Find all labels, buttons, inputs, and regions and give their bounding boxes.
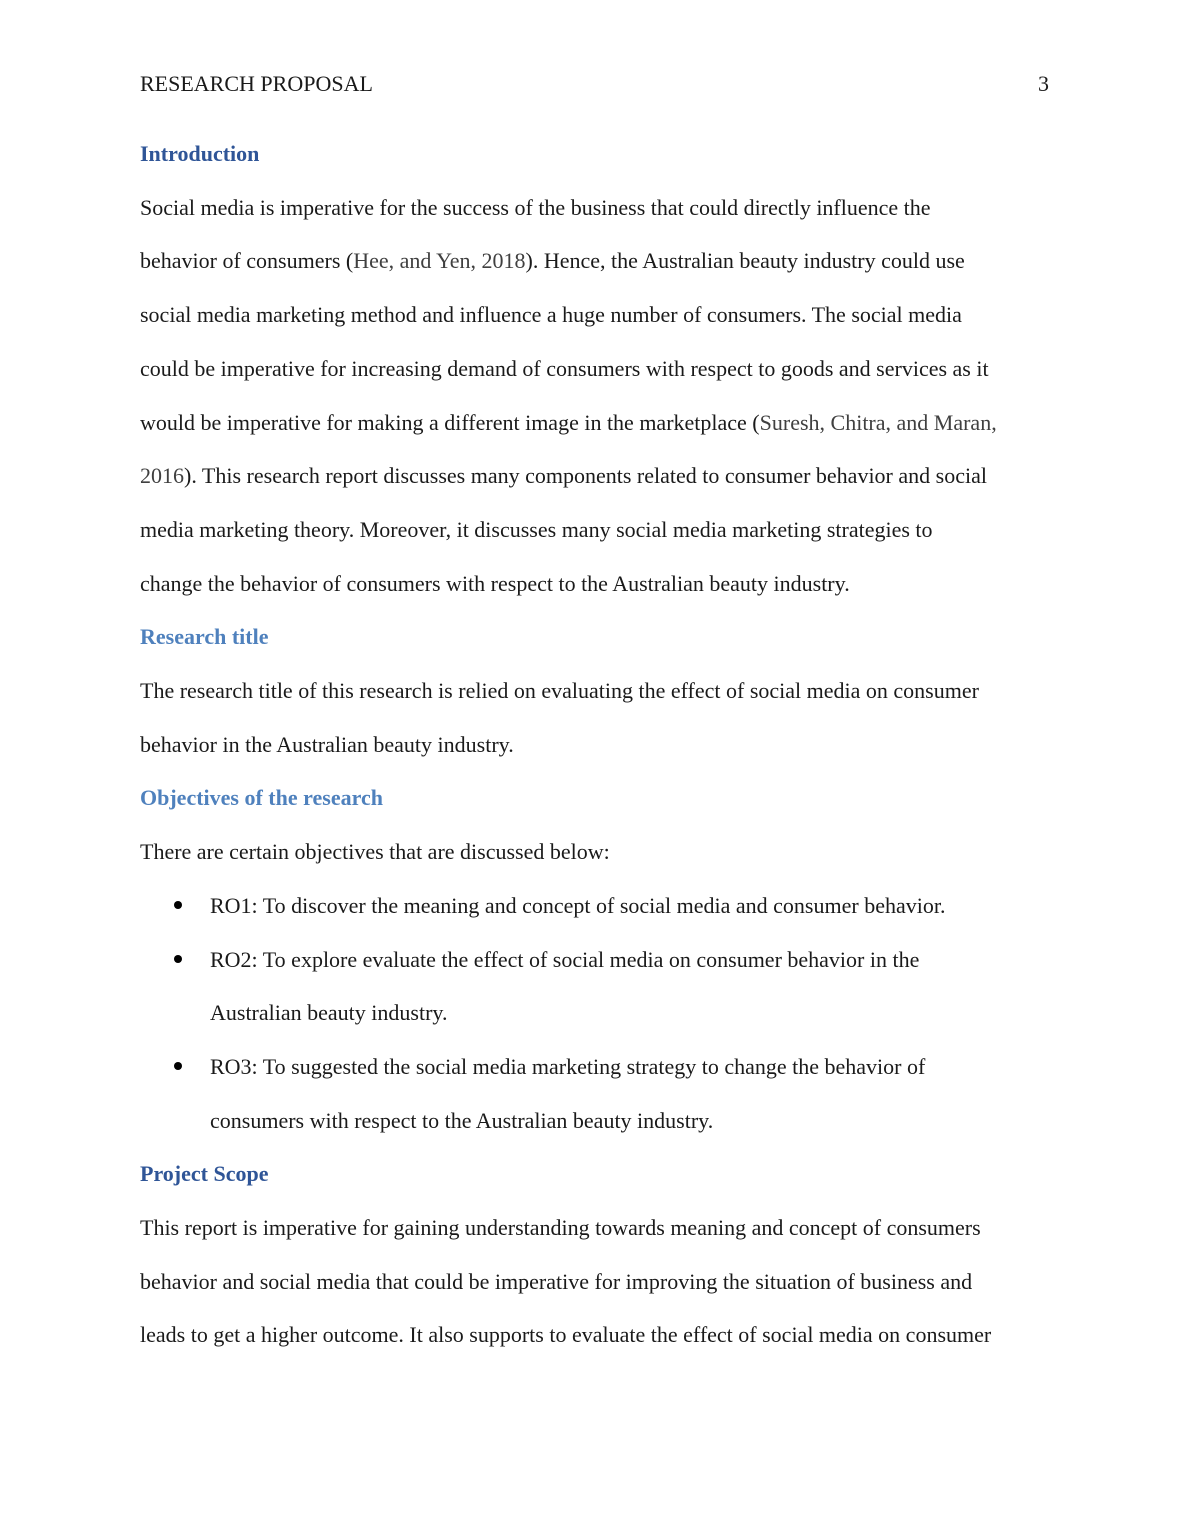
text-line: leads to get a higher outcome. It also supports to evaluate the effect of social media on consumer: [140, 1322, 992, 1348]
text-run: ). This research report discusses many components related to consumer behavior and social: [184, 463, 987, 489]
objective-item: [140, 1040, 1052, 1147]
objectives-intro: [140, 825, 1052, 879]
research-title-paragraph: [140, 664, 1052, 771]
text-run: ). Hence, the Australian beauty industry could use: [525, 248, 965, 274]
text-line: RO1: To discover the meaning and concept of social media and consumer behavior.: [210, 892, 946, 918]
text-line: [140, 342, 1052, 396]
citation: Suresh, Chitra, and Maran,: [759, 409, 997, 435]
text-line: behavior and social media that could be imperative for improving the situation of business and: [140, 1268, 973, 1294]
text-line: This report is imperative for gaining understanding towards meaning and concept of consumers: [140, 1215, 981, 1241]
introduction-heading: Introduction: [140, 141, 260, 166]
introduction-paragraph: [140, 181, 1052, 611]
text-run: social media marketing method and influence a huge number of consumers. The social media: [140, 302, 962, 328]
objective-item: [140, 879, 1052, 933]
text-line: RO2: To explore evaluate the effect of social media on consumer behavior in the: [210, 946, 920, 972]
text-line: consumers with respect to the Australian beauty industry.: [210, 1107, 714, 1133]
page-number: 3: [1038, 71, 1049, 96]
citation: Hee, and Yen, 2018: [353, 248, 526, 274]
objectives-list: [140, 879, 1052, 1148]
text-line: [140, 288, 1052, 342]
bullet-icon: [174, 901, 182, 909]
text-line: [140, 181, 1052, 235]
text-line: The research title of this research is relied on evaluating the effect of social media on consumer: [140, 678, 979, 704]
project-scope-heading: Project Scope: [140, 1161, 269, 1187]
text-line: [140, 396, 1052, 450]
page-header: [140, 70, 1049, 100]
text-run: would be imperative for making a different image in the marketplace (: [140, 409, 760, 435]
body-content: [140, 127, 1052, 1362]
bullet-icon: [174, 1062, 182, 1070]
text-line: Australian beauty industry.: [210, 1000, 448, 1026]
text-line: [140, 557, 1052, 611]
project-scope-paragraph: [140, 1201, 1052, 1362]
research-title-heading: Research title: [140, 624, 269, 650]
text-line: [140, 503, 1052, 557]
text-line: [140, 234, 1052, 288]
objectives-heading: Objectives of the research: [140, 785, 383, 811]
text-run: media marketing theory. Moreover, it discusses many social media marketing strategies to: [140, 516, 933, 542]
text-run: Social media is imperative for the success of the business that could directly influence the: [140, 194, 931, 220]
objective-item: [140, 933, 1052, 1040]
bullet-icon: [174, 955, 182, 963]
text-line: RO3: To suggested the social media marketing strategy to change the behavior of: [210, 1053, 926, 1079]
text-line: [140, 449, 1052, 503]
text-run: behavior of consumers (: [140, 248, 354, 274]
running-head: RESEARCH PROPOSAL: [140, 71, 373, 96]
text-run: change the behavior of consumers with respect to the Australian beauty industry.: [140, 570, 850, 596]
citation: 2016: [140, 463, 184, 489]
text-line: There are certain objectives that are discussed below:: [140, 839, 610, 865]
text-run: could be imperative for increasing demand of consumers with respect to goods and services as it: [140, 355, 989, 381]
text-line: behavior in the Australian beauty industry.: [140, 731, 514, 757]
